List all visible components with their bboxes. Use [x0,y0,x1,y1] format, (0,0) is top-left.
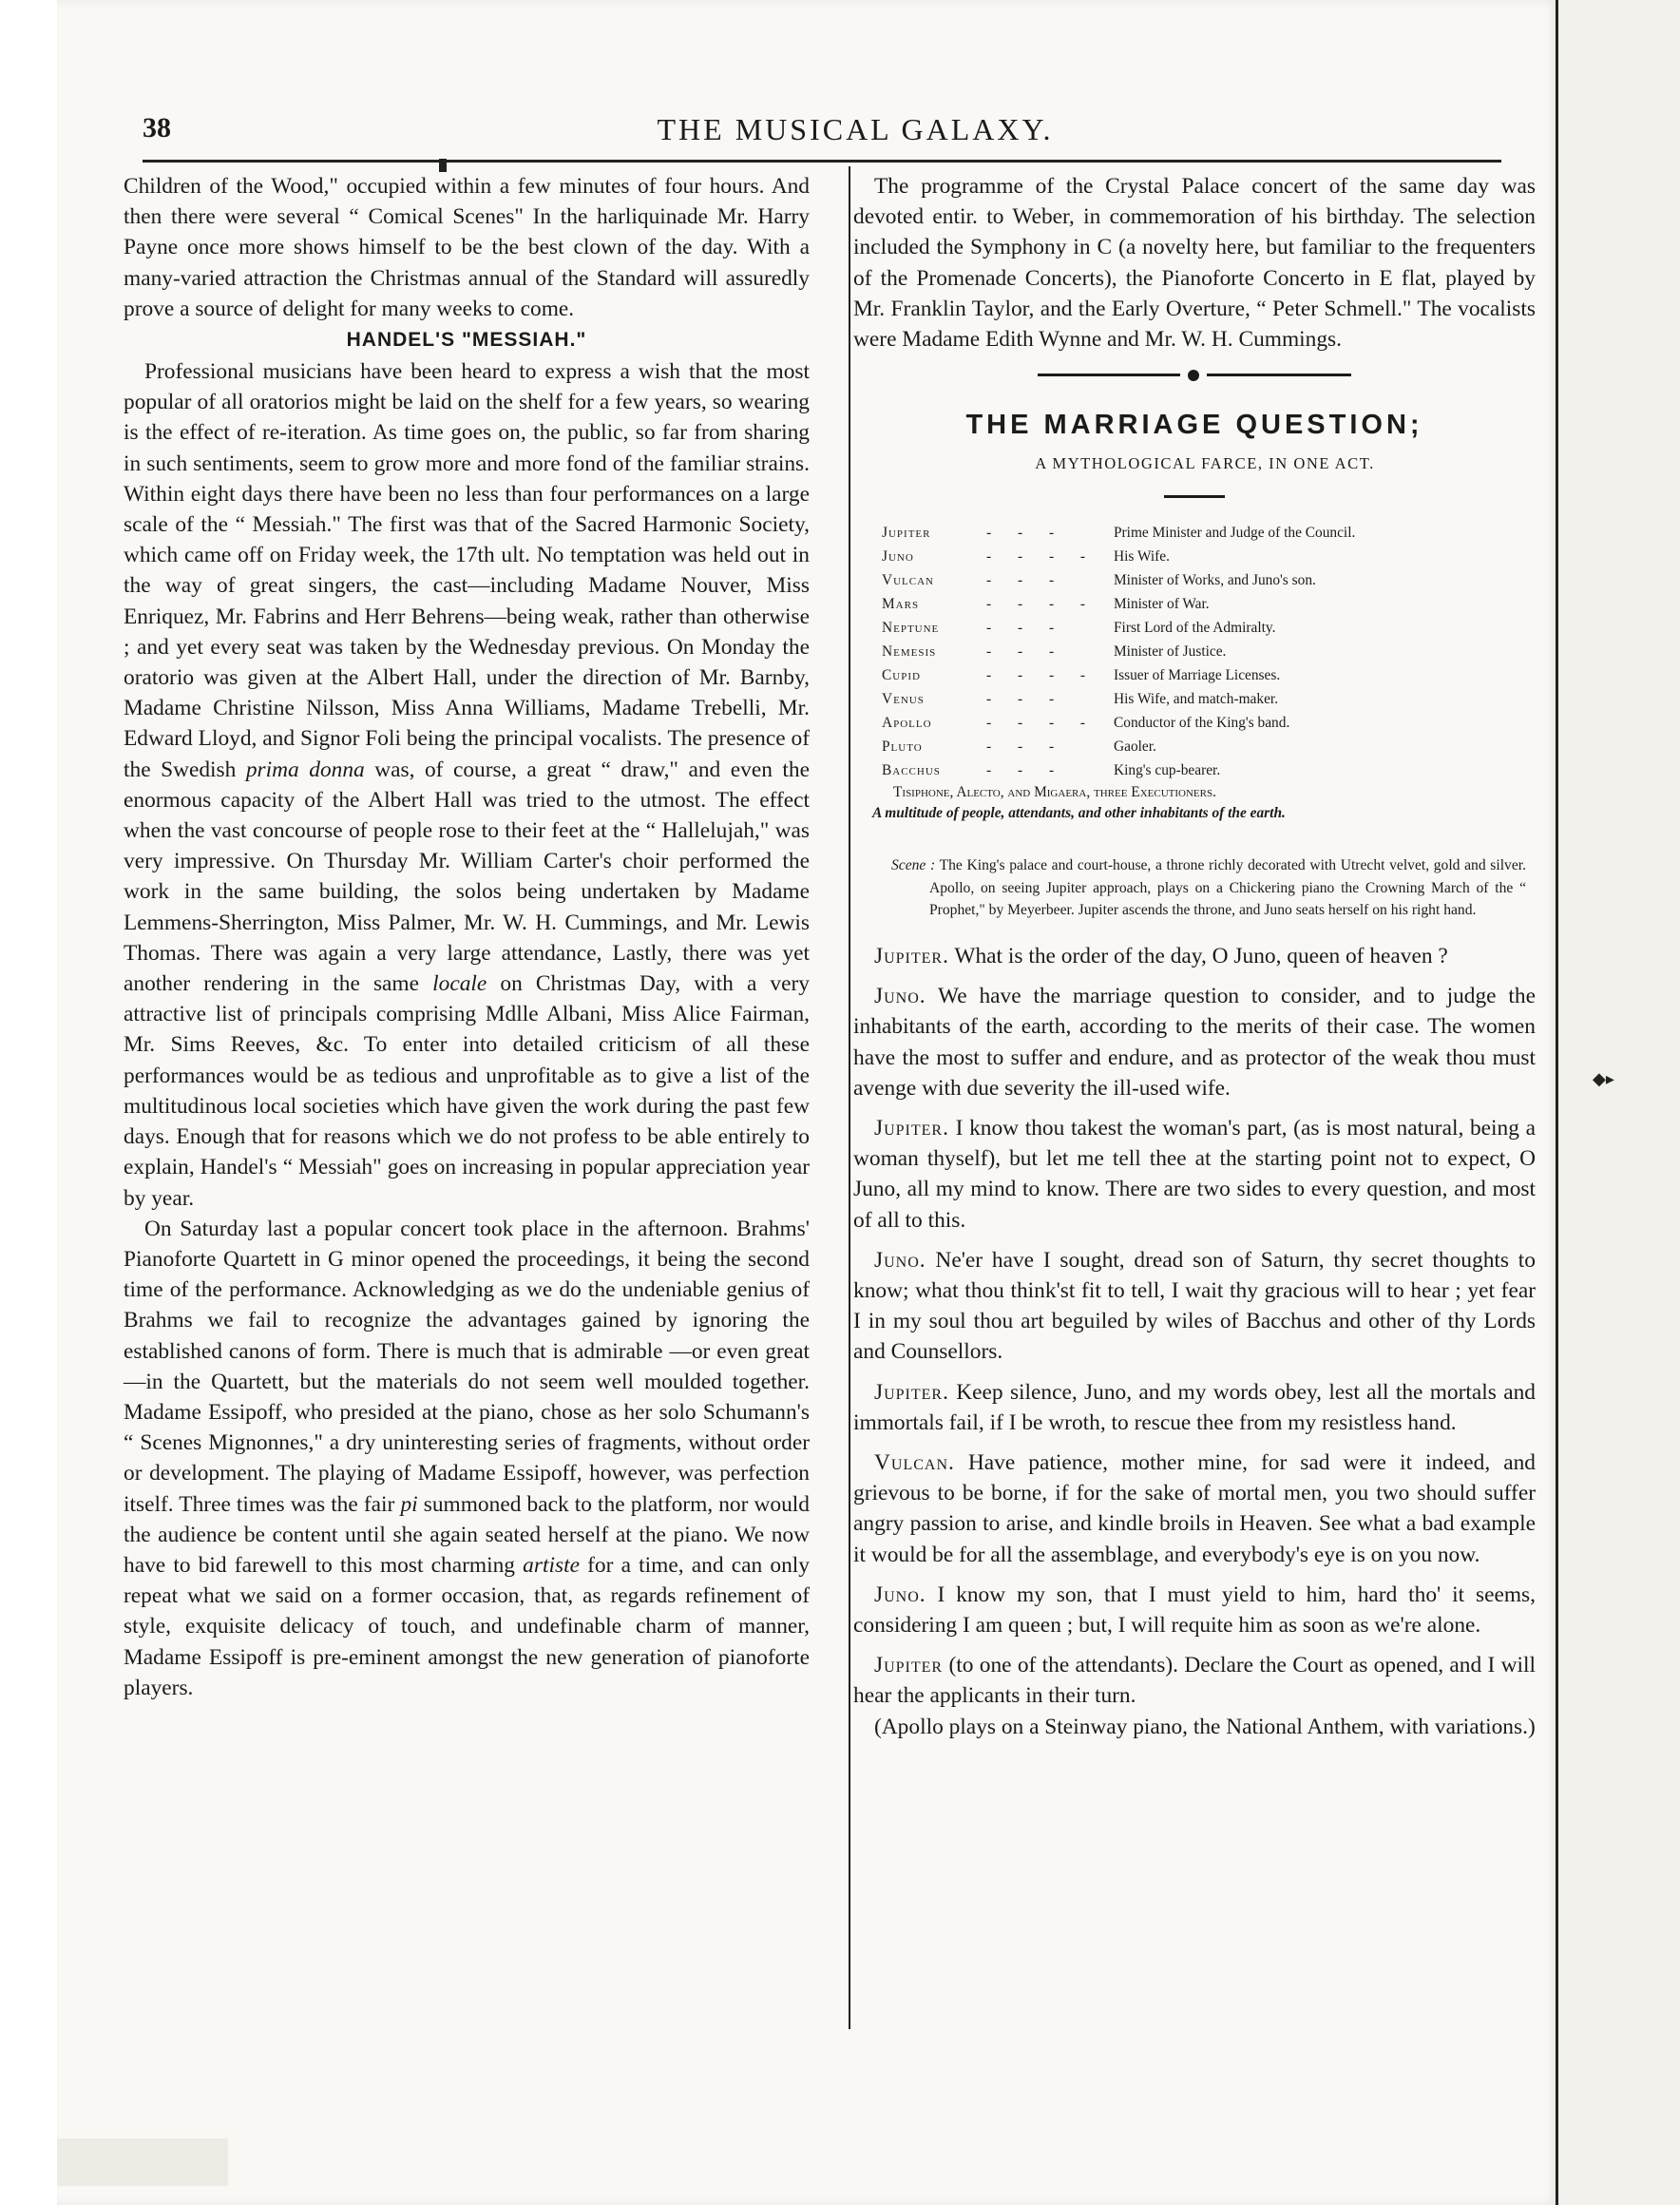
speech-text: I know my son, that I must yield to him, hard tho' it seems, considering I am queen ; but, I will requite him as soon as we're alone. [853,1582,1536,1638]
dialogue-line [853,1377,1536,1438]
concert-paragraph [124,1214,810,1703]
dialogue-line [853,1448,1536,1570]
messiah-em-2: locale [432,971,487,997]
cast-role: King's cup-bearer. [1114,762,1221,779]
cast-dots: - - - [986,691,1066,708]
concert-em-2: artiste [523,1552,580,1578]
cast-role: First Lord of the Admiralty. [1114,620,1276,637]
cast-role: Minister of Works, and Juno's son. [1114,572,1316,589]
speech-text: Have patience, mother mine, for sad were it indeed, and grievous to be borne, if for the sake of mortal men, you two should suffer angry passion to arise, and kindle broils in Heaven. See what a bad example it would be for all the assemblage, and everybody's eye is on you now. [853,1449,1536,1567]
cast-name: Juno [882,548,914,566]
cast-row [882,616,1355,640]
speaker-name: Jupiter. [874,1115,949,1141]
page-number: 38 [143,112,171,144]
cast-name: Venus [882,691,925,708]
speech-text: Ne'er have I sought, dread son of Saturn, thy secret thoughts to know; what thou think'st fit to tell, I wait thy gracious will to hear ; yet fear I in my soul thou art beguiled by wiles of Bacchus and other of thy Lords and Counsellors. [853,1247,1536,1365]
cast-row [882,758,1355,782]
speech-text: (to one of the attendants). Declare the Court as opened, and I will hear the applicants in their turn. [853,1653,1536,1709]
cast-dots: - - - [986,572,1066,589]
cast-row [882,640,1355,663]
cast-role: Conductor of the King's band. [1114,715,1290,732]
speaker-name: Vulcan. [874,1449,955,1475]
cast-row [882,711,1355,735]
ornament-bar-left [1038,374,1180,376]
farce-subtitle: A MYTHOLOGICAL FARCE, IN ONE ACT. [1035,454,1375,473]
cast-name: Mars [882,596,920,613]
page-header [143,112,1501,150]
cast-role: Gaoler. [1114,738,1156,756]
cast-dots: - - - [986,762,1066,779]
messiah-heading: HANDEL'S "MESSIAH." [346,329,587,352]
cast-name: Nemesis [882,643,937,661]
stage-direction: (Apollo plays on a Steinway piano, the National Anthem, with variations.) [874,1714,1536,1739]
cast-dots: - - - [986,620,1066,637]
cast-name: Jupiter [882,525,931,542]
concert-text-2: summoned back to the platform, nor would the audience be content until she again seated herself at the piano. We now have to bid farewell to this most charming [124,1491,810,1578]
messiah-em-1: prima donna [245,757,365,782]
cast-dots: - - - [986,738,1066,756]
cast-name: Neptune [882,620,940,637]
cast-list [882,521,1355,782]
cast-name: Bacchus [882,762,941,779]
cast-role: His Wife. [1114,548,1170,566]
speaker-name: Jupiter. [874,1379,949,1405]
cast-row [882,521,1355,545]
concert-em-1: pi [400,1491,418,1517]
paper-stain [57,2138,228,2186]
cast-role: Minister of War. [1114,596,1210,613]
adjacent-page-edge [1556,0,1680,2205]
speaker-name: Jupiter. [874,943,949,968]
cast-executioners: Tisiphone, Alecto, and Migaera, three Executioners. [893,784,1216,801]
cast-dots: - - - [986,525,1066,542]
cast-role: Minister of Justice. [1114,643,1227,661]
ornament-dot [1188,370,1199,381]
crystal-palace-paragraph: The programme of the Crystal Palace concert of the same day was devoted entir. to Weber, in commemoration of his birthday. The selection included the Symphony in C (a novelty here, but familiar to the frequenters of the Promenade Concerts), the Pianoforte Concerto in E flat, played by Mr. Franklin Taylor, and the Early Overture, “ Peter Schmell." The vocalists were Madame Edith Wynne and Mr. W. H. Cummings. [853,174,1536,353]
speaker-name: Juno. [874,1582,926,1607]
scene-text: The King's palace and court-house, a throne richly decorated with Utrecht velvet, gold and silver. Apollo, on seeing Jupiter approach, plays on a Chickering piano the Crowning March of the “ Prophet," by Meyerbeer. Jupiter ascends the throne, and Juno seats herself on his right hand. [929,857,1526,919]
messiah-text-2: was, of course, a great “ draw," and even the enormous capacity of the Albert Hall was tried to the utmost. The effect when the vast concourse of people rose to their feet at the “ Hallelujah," was very impressive. On Thursday Mr. William Carter's choir performed the work in the same building, the solos being undertaken by Madame Lemmens-Sherrington, Miss Palmer, Mr. W. H. Cummings, and Mr. Lewis Thomas. There was again a very large attendance, Lastly, there was yet another rendering in the same [124,757,810,997]
ornamental-rule [1038,368,1351,381]
cast-row [882,568,1355,592]
dialogue-line [853,1650,1536,1711]
dialogue [853,941,1536,1712]
ornament-bar-right [1207,374,1351,376]
header-rule [143,160,1501,163]
cast-dots: - - - - [986,548,1098,566]
column-divider [849,166,850,2029]
cast-row [882,663,1355,687]
rule-mark [439,159,447,172]
farce-title: THE MARRIAGE QUESTION; [965,410,1423,441]
dialogue-line [853,1580,1536,1640]
cast-row [882,592,1355,616]
cast-role: Prime Minister and Judge of the Council. [1114,525,1356,542]
cast-name: Pluto [882,738,923,756]
scan-left-margin [0,0,57,2205]
speaker-name: Jupiter [874,1653,944,1678]
speaker-name: Juno. [874,1247,926,1273]
cast-name: Vulcan [882,572,935,589]
cast-row [882,687,1355,711]
scene-label: Scene : [891,857,936,874]
short-rule [1164,495,1225,498]
speech-text: Keep silence, Juno, and my words obey, lest all the mortals and immortals fail, if I be wroth, to rescue thee from my resistless hand. [853,1379,1536,1435]
speaker-name: Juno. [874,984,926,1009]
intro-paragraph: Children of the Wood," occupied within a few minutes of four hours. And then there were several “ Comical Scenes" In the harliquinade Mr. Harry Payne once more shows himself to be the best clown of the day. With a many-varied attraction the Christmas annual of the Standard will assuredly prove a source of delight for many weeks to come. [124,174,810,321]
scene-description [891,854,1526,922]
speech-text: I know thou takest the woman's part, (as is most natural, being a woman thyself), but let me tell thee at the starting point not to expect, O Juno, all my mind to know. There are two sides to every question, and most of all to this. [853,1115,1536,1233]
speech-text: What is the order of the day, O Juno, queen of heaven ? [954,943,1448,968]
messiah-text-1: Professional musicians have been heard to express a wish that the most popular of all oratorios might be laid on the shelf for a few years, so wearing is the effect of re-iteration. As time goes on, the public, so far from sharing in such sentiments, seem to grow more and more fond of the familiar strains. Within eight days there have been no less than four performances on a large scale of the “ Messiah." The first was that of the Sacred Harmonic Society, which came off on Friday week, the 17th ult. No temptation was held out in the way of great singers, the cast—including Madame Nouver, Miss Enriquez, Mr. Fabrins and Herr Behrens—being weak, rather than otherwise ; and yet every seat was taken by the Wednesday previous. On Monday the oratorio was given at the Albert Hall, under the direction of Mr. Barnby, Madame Christine Nilsson, Miss Anna Williams, Madame Trebelli, Mr. Edward Lloyd, and Signor Foli being the principal vocalists. The presence of the Swedish [124,359,810,782]
cast-role: Issuer of Marriage Licenses. [1114,667,1281,684]
cast-dots: - - - - [986,596,1098,613]
concert-text-3: for a time, and can only repeat what we said on a former occasion, that, as regards refinement of style, exquisite delicacy of touch, and undefinable charm of manner, Madame Essipoff is pre-eminent amongst the new generation of pianoforte players. [124,1552,810,1700]
speech-text: We have the marriage question to consider, and to judge the inhabitants of the earth, according to the merits of their case. The women have the most to suffer and endure, and as protector of the weak thou must avenge with due severity the ill-used wife. [853,984,1536,1101]
cast-role: His Wife, and match-maker. [1114,691,1279,708]
dialogue-line [853,1245,1536,1368]
dialogue-line [853,981,1536,1103]
left-column [124,171,810,1703]
cast-row [882,735,1355,758]
cast-name: Apollo [882,715,932,732]
dialogue-line [853,1113,1536,1236]
right-column [853,171,1536,1742]
cast-dots: - - - - [986,715,1098,732]
running-title: THE MUSICAL GALAXY. [657,112,1054,146]
messiah-text-3: on Christmas Day, with a very attractive list of principals comprising Mdlle Albani, Miss Alice Fairman, Mr. Sims Reeves, &c. To enter into detailed criticism of all these performances would be as tedious and unprofitable as to give a list of the multitudinous local societies which have given the work during the past few days. Enough that for reasons which we do not profess to be able entirely to explain, Handel's “ Messiah" goes on increasing in popular appreciation year by year. [124,971,810,1211]
cast-dots: - - - - [986,667,1098,684]
cast-name: Cupid [882,667,921,684]
margin-mark-icon: ◆▸ [1593,1069,1614,1089]
cast-row [882,545,1355,568]
cast-multitude: A multitude of people, attendants, and other inhabitants of the earth. [872,805,1286,822]
concert-text-1: On Saturday last a popular concert took place in the afternoon. Brahms' Pianoforte Quartett in G minor opened the proceedings, it being the second time of the performance. Acknowledging as we do the undeniable genius of Brahms we fail to recognize the advantages gained by ignoring the established canons of form. There is much that is admirable —or even great—in the Quartett, but the materials do not seem well moulded together. Madame Essipoff, who presided at the piano, chose as her solo Schumann's “ Scenes Mignonnes," a dry uninteresting series of fragments, without order or development. The playing of Madame Essipoff, however, was perfection itself. Three times was the fair [124,1216,810,1517]
messiah-paragraph [124,356,810,1214]
dialogue-line [853,941,1536,971]
cast-dots: - - - [986,643,1066,661]
